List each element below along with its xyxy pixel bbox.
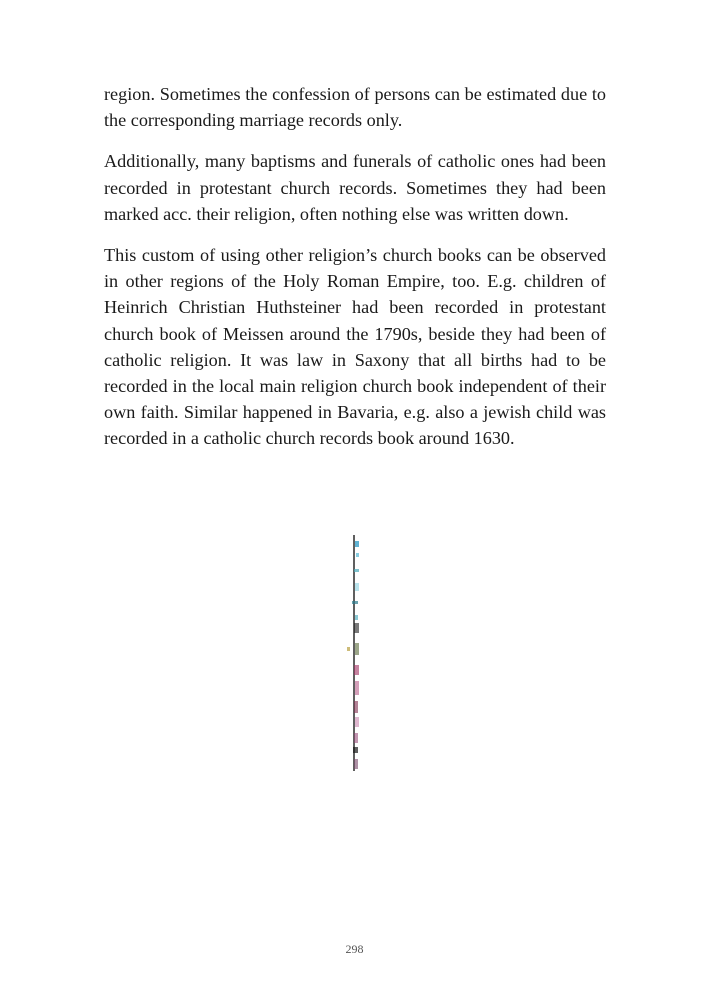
- paragraph-1: region. Sometimes the confession of persons can be estimated due to the corresponding marriage records only.: [104, 84, 606, 131]
- paragraph-2: Additionally, many baptisms and funerals of catholic ones had been recorded in protestant church records. Sometimes they had been marked acc. their religion, often nothing else was written down.: [104, 151, 606, 224]
- rotated-image-strip: [345, 533, 365, 773]
- body-text: [104, 81, 606, 467]
- paragraph-3: This custom of using other religion’s church books can be observed in other regions of the Holy Roman Empire, too. E.g. children of Heinrich Christian Huthsteiner had been recorded in protestant church book of Meissen around the 1790s, beside they had been of catholic religion. It was law in Saxony that all births had to be recorded in the local main religion church book independent of their own faith. Similar happened in Bavaria, e.g. also a jewish child was recorded in a catholic church records book around 1630.: [104, 245, 606, 449]
- page-number: 298: [345, 942, 364, 956]
